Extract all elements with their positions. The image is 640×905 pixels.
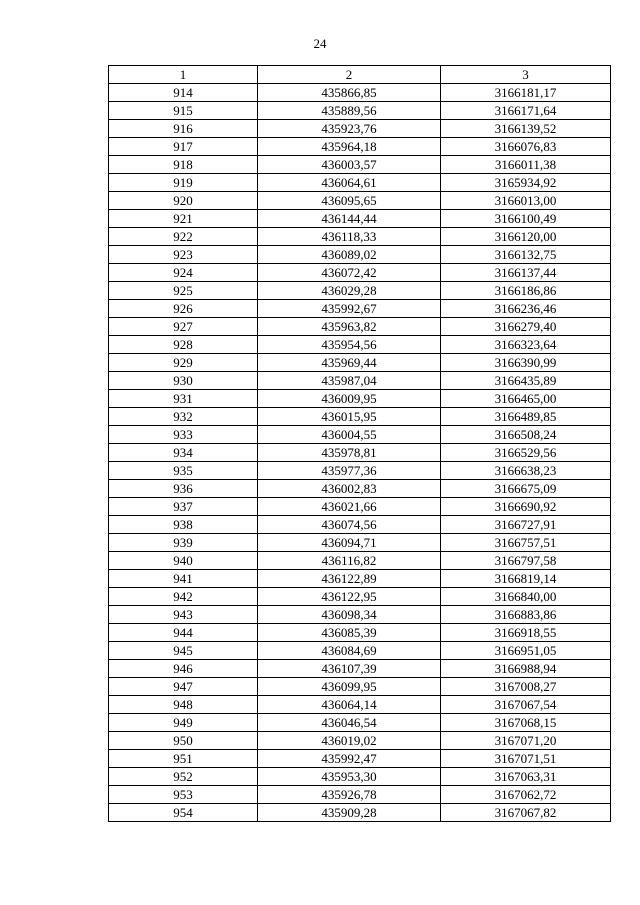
point-number-cell: 939 bbox=[109, 534, 258, 552]
table-row bbox=[109, 228, 611, 246]
point-number-cell: 953 bbox=[109, 786, 258, 804]
point-number-cell: 915 bbox=[109, 102, 258, 120]
table-row bbox=[109, 804, 611, 822]
point-number-cell: 948 bbox=[109, 696, 258, 714]
x-coordinate-cell: 436144,44 bbox=[258, 210, 441, 228]
x-coordinate-cell: 436116,82 bbox=[258, 552, 441, 570]
y-coordinate-cell: 3167071,51 bbox=[441, 750, 611, 768]
x-coordinate-cell: 435978,81 bbox=[258, 444, 441, 462]
point-number-cell: 949 bbox=[109, 714, 258, 732]
table-row bbox=[109, 588, 611, 606]
table-row bbox=[109, 444, 611, 462]
y-coordinate-cell: 3166390,99 bbox=[441, 354, 611, 372]
y-coordinate-cell: 3166139,52 bbox=[441, 120, 611, 138]
y-coordinate-cell: 3166489,85 bbox=[441, 408, 611, 426]
x-coordinate-cell: 435953,30 bbox=[258, 768, 441, 786]
table-row bbox=[109, 246, 611, 264]
table-row bbox=[109, 570, 611, 588]
x-coordinate-cell: 436084,69 bbox=[258, 642, 441, 660]
x-coordinate-cell: 435866,85 bbox=[258, 84, 441, 102]
x-coordinate-cell: 436095,65 bbox=[258, 192, 441, 210]
point-number-cell: 926 bbox=[109, 300, 258, 318]
point-number-cell: 937 bbox=[109, 498, 258, 516]
y-coordinate-cell: 3166171,64 bbox=[441, 102, 611, 120]
column-header-1: 1 bbox=[109, 66, 258, 84]
y-coordinate-cell: 3166690,92 bbox=[441, 498, 611, 516]
point-number-cell: 916 bbox=[109, 120, 258, 138]
point-number-cell: 944 bbox=[109, 624, 258, 642]
table-row bbox=[109, 372, 611, 390]
point-number-cell: 927 bbox=[109, 318, 258, 336]
table-row bbox=[109, 732, 611, 750]
table-row bbox=[109, 624, 611, 642]
column-header-2: 2 bbox=[258, 66, 441, 84]
table-row bbox=[109, 120, 611, 138]
x-coordinate-cell: 436094,71 bbox=[258, 534, 441, 552]
point-number-cell: 941 bbox=[109, 570, 258, 588]
y-coordinate-cell: 3167067,82 bbox=[441, 804, 611, 822]
x-coordinate-cell: 436072,42 bbox=[258, 264, 441, 282]
y-coordinate-cell: 3166529,56 bbox=[441, 444, 611, 462]
coordinates-table bbox=[108, 65, 611, 822]
y-coordinate-cell: 3166883,86 bbox=[441, 606, 611, 624]
table-row bbox=[109, 462, 611, 480]
table-row bbox=[109, 426, 611, 444]
point-number-cell: 947 bbox=[109, 678, 258, 696]
point-number-cell: 935 bbox=[109, 462, 258, 480]
x-coordinate-cell: 436085,39 bbox=[258, 624, 441, 642]
x-coordinate-cell: 435992,47 bbox=[258, 750, 441, 768]
y-coordinate-cell: 3166435,89 bbox=[441, 372, 611, 390]
table-row bbox=[109, 210, 611, 228]
x-coordinate-cell: 435964,18 bbox=[258, 138, 441, 156]
point-number-cell: 940 bbox=[109, 552, 258, 570]
x-coordinate-cell: 435969,44 bbox=[258, 354, 441, 372]
x-coordinate-cell: 436021,66 bbox=[258, 498, 441, 516]
y-coordinate-cell: 3167008,27 bbox=[441, 678, 611, 696]
y-coordinate-cell: 3167071,20 bbox=[441, 732, 611, 750]
column-header-3: 3 bbox=[441, 66, 611, 84]
y-coordinate-cell: 3166508,24 bbox=[441, 426, 611, 444]
table-row bbox=[109, 750, 611, 768]
point-number-cell: 919 bbox=[109, 174, 258, 192]
y-coordinate-cell: 3166797,58 bbox=[441, 552, 611, 570]
table-row bbox=[109, 498, 611, 516]
y-coordinate-cell: 3166819,14 bbox=[441, 570, 611, 588]
y-coordinate-cell: 3166918,55 bbox=[441, 624, 611, 642]
y-coordinate-cell: 3166727,91 bbox=[441, 516, 611, 534]
table-row bbox=[109, 534, 611, 552]
table-row bbox=[109, 696, 611, 714]
y-coordinate-cell: 3166951,05 bbox=[441, 642, 611, 660]
x-coordinate-cell: 436029,28 bbox=[258, 282, 441, 300]
x-coordinate-cell: 435923,76 bbox=[258, 120, 441, 138]
x-coordinate-cell: 436118,33 bbox=[258, 228, 441, 246]
table-body bbox=[109, 84, 611, 822]
y-coordinate-cell: 3166100,49 bbox=[441, 210, 611, 228]
table-row bbox=[109, 264, 611, 282]
point-number-cell: 934 bbox=[109, 444, 258, 462]
x-coordinate-cell: 436002,83 bbox=[258, 480, 441, 498]
point-number-cell: 951 bbox=[109, 750, 258, 768]
y-coordinate-cell: 3167062,72 bbox=[441, 786, 611, 804]
table-row bbox=[109, 336, 611, 354]
point-number-cell: 931 bbox=[109, 390, 258, 408]
x-coordinate-cell: 436004,55 bbox=[258, 426, 441, 444]
x-coordinate-cell: 435889,56 bbox=[258, 102, 441, 120]
table-row bbox=[109, 318, 611, 336]
point-number-cell: 921 bbox=[109, 210, 258, 228]
x-coordinate-cell: 436099,95 bbox=[258, 678, 441, 696]
y-coordinate-cell: 3166013,00 bbox=[441, 192, 611, 210]
y-coordinate-cell: 3166840,00 bbox=[441, 588, 611, 606]
table-row bbox=[109, 642, 611, 660]
y-coordinate-cell: 3166186,86 bbox=[441, 282, 611, 300]
table-row bbox=[109, 714, 611, 732]
x-coordinate-cell: 435954,56 bbox=[258, 336, 441, 354]
table-row bbox=[109, 156, 611, 174]
y-coordinate-cell: 3165934,92 bbox=[441, 174, 611, 192]
y-coordinate-cell: 3166137,44 bbox=[441, 264, 611, 282]
table-row bbox=[109, 606, 611, 624]
table-row bbox=[109, 192, 611, 210]
x-coordinate-cell: 436064,61 bbox=[258, 174, 441, 192]
table-row bbox=[109, 138, 611, 156]
point-number-cell: 929 bbox=[109, 354, 258, 372]
table-row bbox=[109, 660, 611, 678]
point-number-cell: 917 bbox=[109, 138, 258, 156]
y-coordinate-cell: 3166279,40 bbox=[441, 318, 611, 336]
y-coordinate-cell: 3166132,75 bbox=[441, 246, 611, 264]
y-coordinate-cell: 3166236,46 bbox=[441, 300, 611, 318]
x-coordinate-cell: 436122,89 bbox=[258, 570, 441, 588]
x-coordinate-cell: 435963,82 bbox=[258, 318, 441, 336]
page-number: 24 bbox=[313, 36, 327, 51]
y-coordinate-cell: 3167063,31 bbox=[441, 768, 611, 786]
table-row bbox=[109, 678, 611, 696]
x-coordinate-cell: 436019,02 bbox=[258, 732, 441, 750]
point-number-cell: 954 bbox=[109, 804, 258, 822]
y-coordinate-cell: 3166120,00 bbox=[441, 228, 611, 246]
y-coordinate-cell: 3166181,17 bbox=[441, 84, 611, 102]
point-number-cell: 933 bbox=[109, 426, 258, 444]
x-coordinate-cell: 435909,28 bbox=[258, 804, 441, 822]
point-number-cell: 925 bbox=[109, 282, 258, 300]
point-number-cell: 928 bbox=[109, 336, 258, 354]
table-row bbox=[109, 408, 611, 426]
point-number-cell: 945 bbox=[109, 642, 258, 660]
table-row bbox=[109, 768, 611, 786]
y-coordinate-cell: 3166076,83 bbox=[441, 138, 611, 156]
table-row bbox=[109, 282, 611, 300]
x-coordinate-cell: 435992,67 bbox=[258, 300, 441, 318]
x-coordinate-cell: 436003,57 bbox=[258, 156, 441, 174]
x-coordinate-cell: 436015,95 bbox=[258, 408, 441, 426]
x-coordinate-cell: 435926,78 bbox=[258, 786, 441, 804]
point-number-cell: 943 bbox=[109, 606, 258, 624]
table-row bbox=[109, 480, 611, 498]
y-coordinate-cell: 3166988,94 bbox=[441, 660, 611, 678]
point-number-cell: 950 bbox=[109, 732, 258, 750]
x-coordinate-cell: 436122,95 bbox=[258, 588, 441, 606]
table-row bbox=[109, 786, 611, 804]
table-row bbox=[109, 516, 611, 534]
table-row bbox=[109, 552, 611, 570]
point-number-cell: 922 bbox=[109, 228, 258, 246]
x-coordinate-cell: 435987,04 bbox=[258, 372, 441, 390]
point-number-cell: 923 bbox=[109, 246, 258, 264]
table-row bbox=[109, 84, 611, 102]
point-number-cell: 936 bbox=[109, 480, 258, 498]
point-number-cell: 942 bbox=[109, 588, 258, 606]
point-number-cell: 946 bbox=[109, 660, 258, 678]
y-coordinate-cell: 3166757,51 bbox=[441, 534, 611, 552]
point-number-cell: 914 bbox=[109, 84, 258, 102]
point-number-cell: 920 bbox=[109, 192, 258, 210]
y-coordinate-cell: 3166011,38 bbox=[441, 156, 611, 174]
point-number-cell: 932 bbox=[109, 408, 258, 426]
y-coordinate-cell: 3166323,64 bbox=[441, 336, 611, 354]
table-row bbox=[109, 102, 611, 120]
x-coordinate-cell: 436009,95 bbox=[258, 390, 441, 408]
point-number-cell: 924 bbox=[109, 264, 258, 282]
x-coordinate-cell: 436107,39 bbox=[258, 660, 441, 678]
x-coordinate-cell: 435977,36 bbox=[258, 462, 441, 480]
y-coordinate-cell: 3166638,23 bbox=[441, 462, 611, 480]
x-coordinate-cell: 436074,56 bbox=[258, 516, 441, 534]
x-coordinate-cell: 436098,34 bbox=[258, 606, 441, 624]
table-row bbox=[109, 300, 611, 318]
point-number-cell: 952 bbox=[109, 768, 258, 786]
x-coordinate-cell: 436046,54 bbox=[258, 714, 441, 732]
point-number-cell: 930 bbox=[109, 372, 258, 390]
y-coordinate-cell: 3166675,09 bbox=[441, 480, 611, 498]
table-row bbox=[109, 390, 611, 408]
x-coordinate-cell: 436064,14 bbox=[258, 696, 441, 714]
table-header-row bbox=[109, 66, 611, 84]
table-row bbox=[109, 174, 611, 192]
point-number-cell: 938 bbox=[109, 516, 258, 534]
y-coordinate-cell: 3167068,15 bbox=[441, 714, 611, 732]
table-row bbox=[109, 354, 611, 372]
x-coordinate-cell: 436089,02 bbox=[258, 246, 441, 264]
point-number-cell: 918 bbox=[109, 156, 258, 174]
y-coordinate-cell: 3166465,00 bbox=[441, 390, 611, 408]
y-coordinate-cell: 3167067,54 bbox=[441, 696, 611, 714]
